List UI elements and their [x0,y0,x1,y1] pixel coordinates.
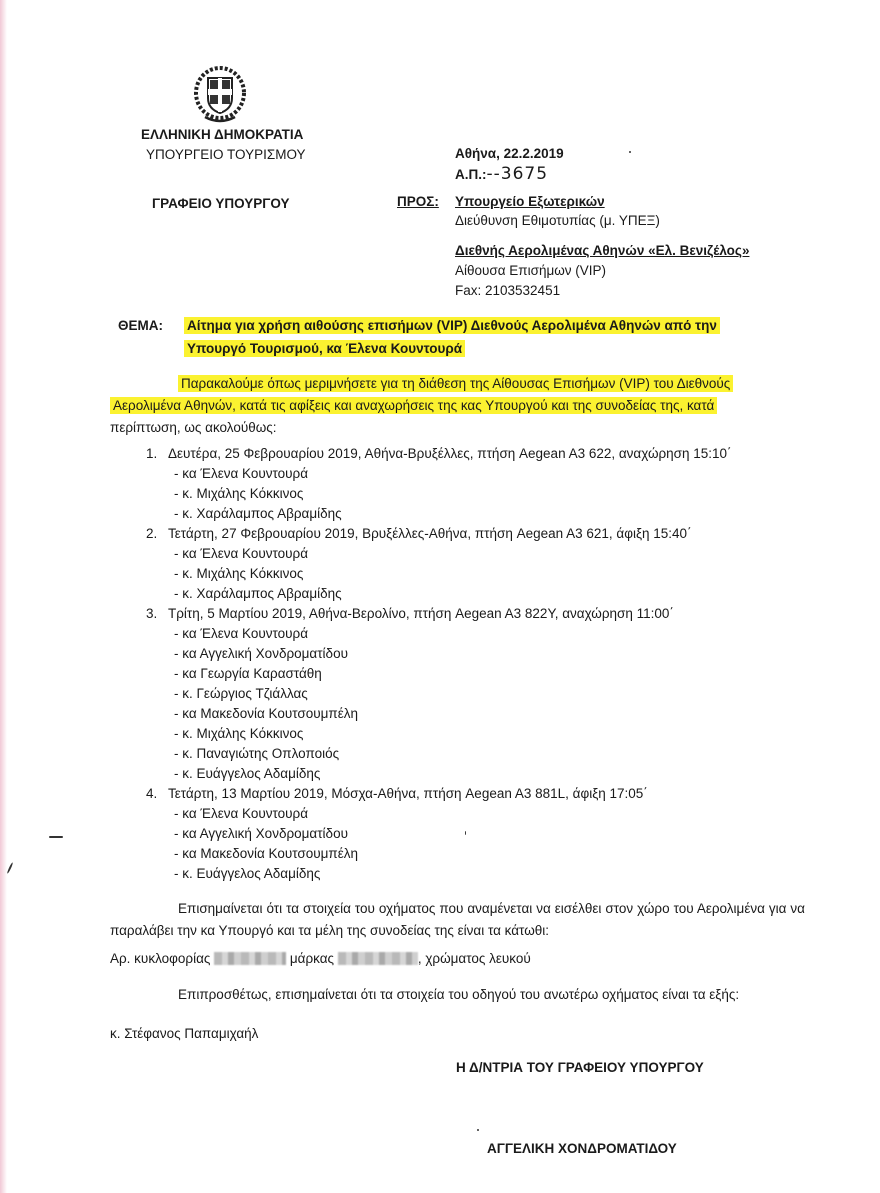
scan-speck [629,151,631,153]
redacted-plate [214,952,286,965]
member: - κ. Γεώργιος Τζιάλλας [174,686,308,701]
member: - κα Μακεδονία Κουτσουμπέλη [174,706,358,721]
brand-label: μάρκας [289,951,335,966]
recipient-1-name: Υπουργείο Εξωτερικών [455,194,605,209]
intro-line-2: Αερολιμένα Αθηνών, κατά τις αφίξεις και αναχωρήσεις της κας Υπουργού και της συνοδείας της, κατά [110,398,717,413]
vehicle-details [110,951,531,966]
office-heading: ΓΡΑΦΕΙΟ ΥΠΟΥΡΓΟΥ [152,196,290,211]
redacted-brand [338,952,418,965]
scan-speck [477,1129,479,1131]
protocol-number: --3675 [486,164,549,184]
member: - κ. Μιχάλης Κόκκινος [174,486,304,501]
republic-heading: ΕΛΛΗΝΙΚΗ ΔΗΜΟΚΡΑΤΙΑ [141,127,304,142]
member: - κα Έλενα Κουντουρά [174,626,309,641]
member: - κα Γεωργία Καραστάθη [174,666,322,681]
flight-item-3: 3. Τρίτη, 5 Μαρτίου 2019, Αθήνα-Βερολίνο, πτήση Aegean A3 822Y, αναχώρηση 11:00΄ [146,606,674,621]
vehicle-paragraph: Επισημαίνεται ότι τα στοιχεία του οχήματος που αναμένεται να εισέλθει στον χώρο του Αερολιμένα για να παραλάβει την κα Υπουργό και τα μέλη της συνοδείας της είναι τα κάτωθι: [110,901,805,938]
member: - κα Έλενα Κουντουρά [174,546,309,561]
subject-label: ΘΕΜΑ: [118,318,163,333]
plate-label: Αρ. κυκλοφορίας [110,951,211,966]
protocol-line [455,164,548,184]
greek-coat-of-arms-icon [193,65,247,125]
recipient-2-name: Διεθνής Αερολιμένας Αθηνών «Ελ. Βενιζέλος» [455,243,750,258]
member: - κα Αγγελική Χονδροματίδου [174,646,348,661]
member: - κα Έλενα Κουντουρά [174,806,309,821]
scan-edge [0,0,7,1193]
color-text: , χρώματος λευκού [417,951,531,966]
recipient-1-department: Διεύθυνση Εθιμοτυπίας (μ. ΥΠΕΞ) [455,213,660,228]
member: - κ. Μιχάλης Κόκκινος [174,726,304,741]
document-date: Αθήνα, 22.2.2019 [455,146,564,161]
intro-line-1: Παρακαλούμε όπως μεριμνήσετε για τη διάθεση της Αίθουσας Επισήμων (VIP) του Διεθνούς [178,376,733,391]
member: - κα Μακεδονία Κουτσουμπέλη [174,846,358,861]
member: - κα Αγγελική Χονδροματίδου [174,826,348,841]
flight-item-1: 1. Δευτέρα, 25 Φεβρουαρίου 2019, Αθήνα-Βρυξέλλες, πτήση Aegean A3 622, αναχώρηση 15:10΄ [146,446,732,461]
ministry-heading: ΥΠΟΥΡΓΕΙΟ ΤΟΥΡΙΣΜΟΥ [146,147,306,162]
member: - κ. Παναγιώτης Οπλοποιός [174,746,340,761]
member: - κ. Ευάγγελος Αδαμίδης [174,766,321,781]
member: - κ. Ευάγγελος Αδαμίδης [174,866,321,881]
member: - κ. Μιχάλης Κόκκινος [174,566,304,581]
recipient-2-department: Αίθουσα Επισήμων (VIP) [455,263,607,278]
flight-item-2: 2. Τετάρτη, 27 Φεβρουαρίου 2019, Βρυξέλλες-Αθήνα, πτήση Aegean A3 621, άφιξη 15:40΄ [146,526,692,541]
member: - κ. Χαράλαμπος Αβραμίδης [174,506,342,521]
signature-name: ΑΓΓΕΛΙΚΗ ΧΟΝΔΡΟΜΑΤΙΔΟΥ [487,1141,677,1156]
recipient-2-fax: Fax: 2103532451 [455,283,561,298]
subject-line-1: Αίτημα για χρήση αιθούσης επισήμων (VIP) Διεθνούς Αερολιμένα Αθηνών από την [184,318,720,333]
scan-speck [49,836,63,838]
driver-paragraph: Επιπροσθέτως, επισημαίνεται ότι τα στοιχεία του οδηγού του ανωτέρω οχήματος είναι τα εξής: [178,987,740,1002]
signature-title: Η Δ/ΝΤΡΙΑ ΤΟΥ ΓΡΑΦΕΙΟΥ ΥΠΟΥΡΓΟΥ [456,1060,704,1075]
member: - κ. Χαράλαμπος Αβραμίδης [174,586,342,601]
subject-line-2: Υπουργό Τουρισμού, κα Έλενα Κουντουρά [184,341,465,356]
flight-item-4: 4. Τετάρτη, 13 Μαρτίου 2019, Μόσχα-Αθήνα, πτήση Aegean A3 881L, άφιξη 17:05΄ [146,786,648,801]
scan-speck [7,862,14,874]
protocol-label: Α.Π.: [455,167,487,182]
recipients-label: ΠΡΟΣ: [397,194,439,209]
scan-speck [465,831,466,835]
intro-line-3: περίπτωση, ως ακολούθως: [110,420,277,435]
driver-name: κ. Στέφανος Παπαμιχαήλ [110,1026,259,1041]
member: - κα Έλενα Κουντουρά [174,466,309,481]
